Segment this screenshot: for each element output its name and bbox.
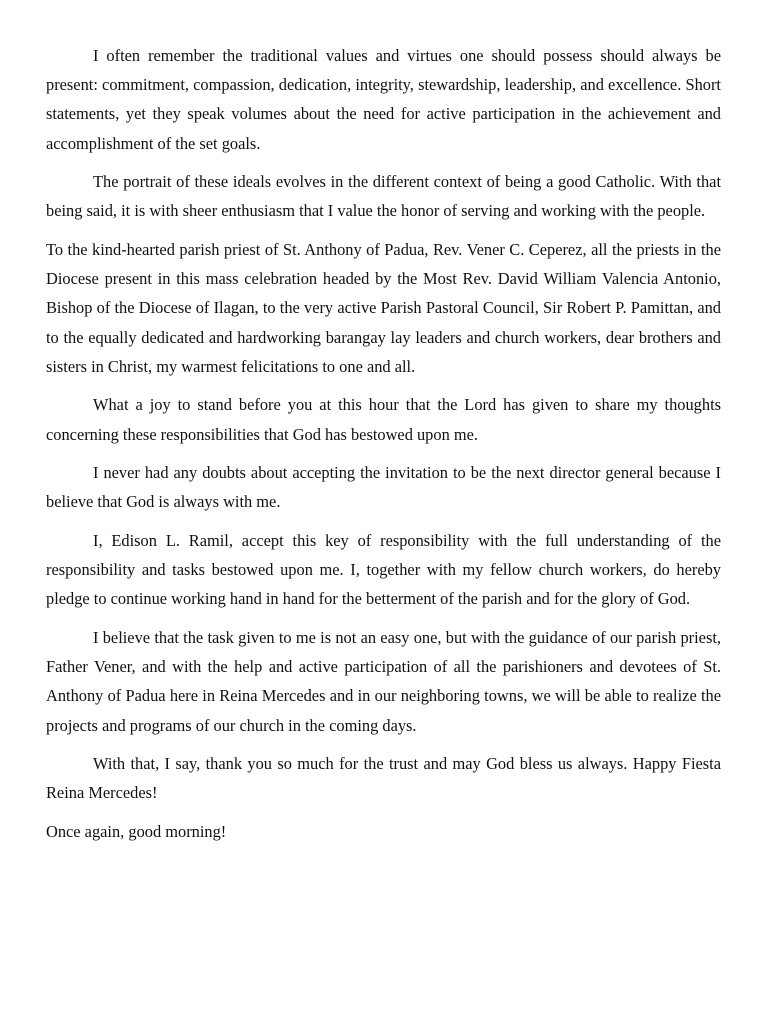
document-page <box>46 41 721 856</box>
paragraph-closing: Once again, good morning! <box>46 822 227 841</box>
paragraph-values: I often remember the traditional values and virtues one should possess should always be present: commitment, compassion, dedication, integrity, stewardship, leadership, and excellence. Short statements, yet they speak volumes about the need for active participation in the achievement and accomplishment of the set goals. <box>46 46 721 153</box>
paragraph-thanks: With that, I say, thank you so much for the trust and may God bless us always. Happy Fiesta Reina Mercedes! <box>46 754 721 803</box>
paragraph-no-doubts: I never had any doubts about accepting the invitation to be the next director general because I believe that God is always with me. <box>46 463 721 512</box>
paragraph-joy: What a joy to stand before you at this hour that the Lord has given to share my thoughts concerning these responsibilities that God has bestowed upon me. <box>46 395 721 444</box>
paragraph-guidance: I believe that the task given to me is not an easy one, but with the guidance of our parish priest, Father Vener, and with the help and active participation of all the parishioners and devotees of St. Anthony of Padua here in Reina Mercedes and in our neighboring towns, we will be able to realize the projects and programs of our church in the coming days. <box>46 628 721 735</box>
paragraph-pledge: I, Edison L. Ramil, accept this key of responsibility with the full understanding of the responsibility and tasks bestowed upon me. I, together with my fellow church workers, do hereby pledge to continue working hand in hand for the betterment of the parish and for the glory of God. <box>46 531 721 609</box>
paragraph-greetings: To the kind-hearted parish priest of St. Anthony of Padua, Rev. Vener C. Ceperez, all the priests in the Diocese present in this mass celebration headed by the Most Rev. David William Valencia Antonio, Bishop of the Diocese of Ilagan, to the very active Parish Pastoral Council, Sir Robert P. Pamittan, and to the equally dedicated and hardworking barangay lay leaders and church workers, dear brothers and sisters in Christ, my warmest felicitations to one and all. <box>46 240 721 376</box>
paragraph-ideals: The portrait of these ideals evolves in the different context of being a good Catholic. With that being said, it is with sheer enthusiasm that I value the honor of serving and working with the people. <box>46 172 721 221</box>
